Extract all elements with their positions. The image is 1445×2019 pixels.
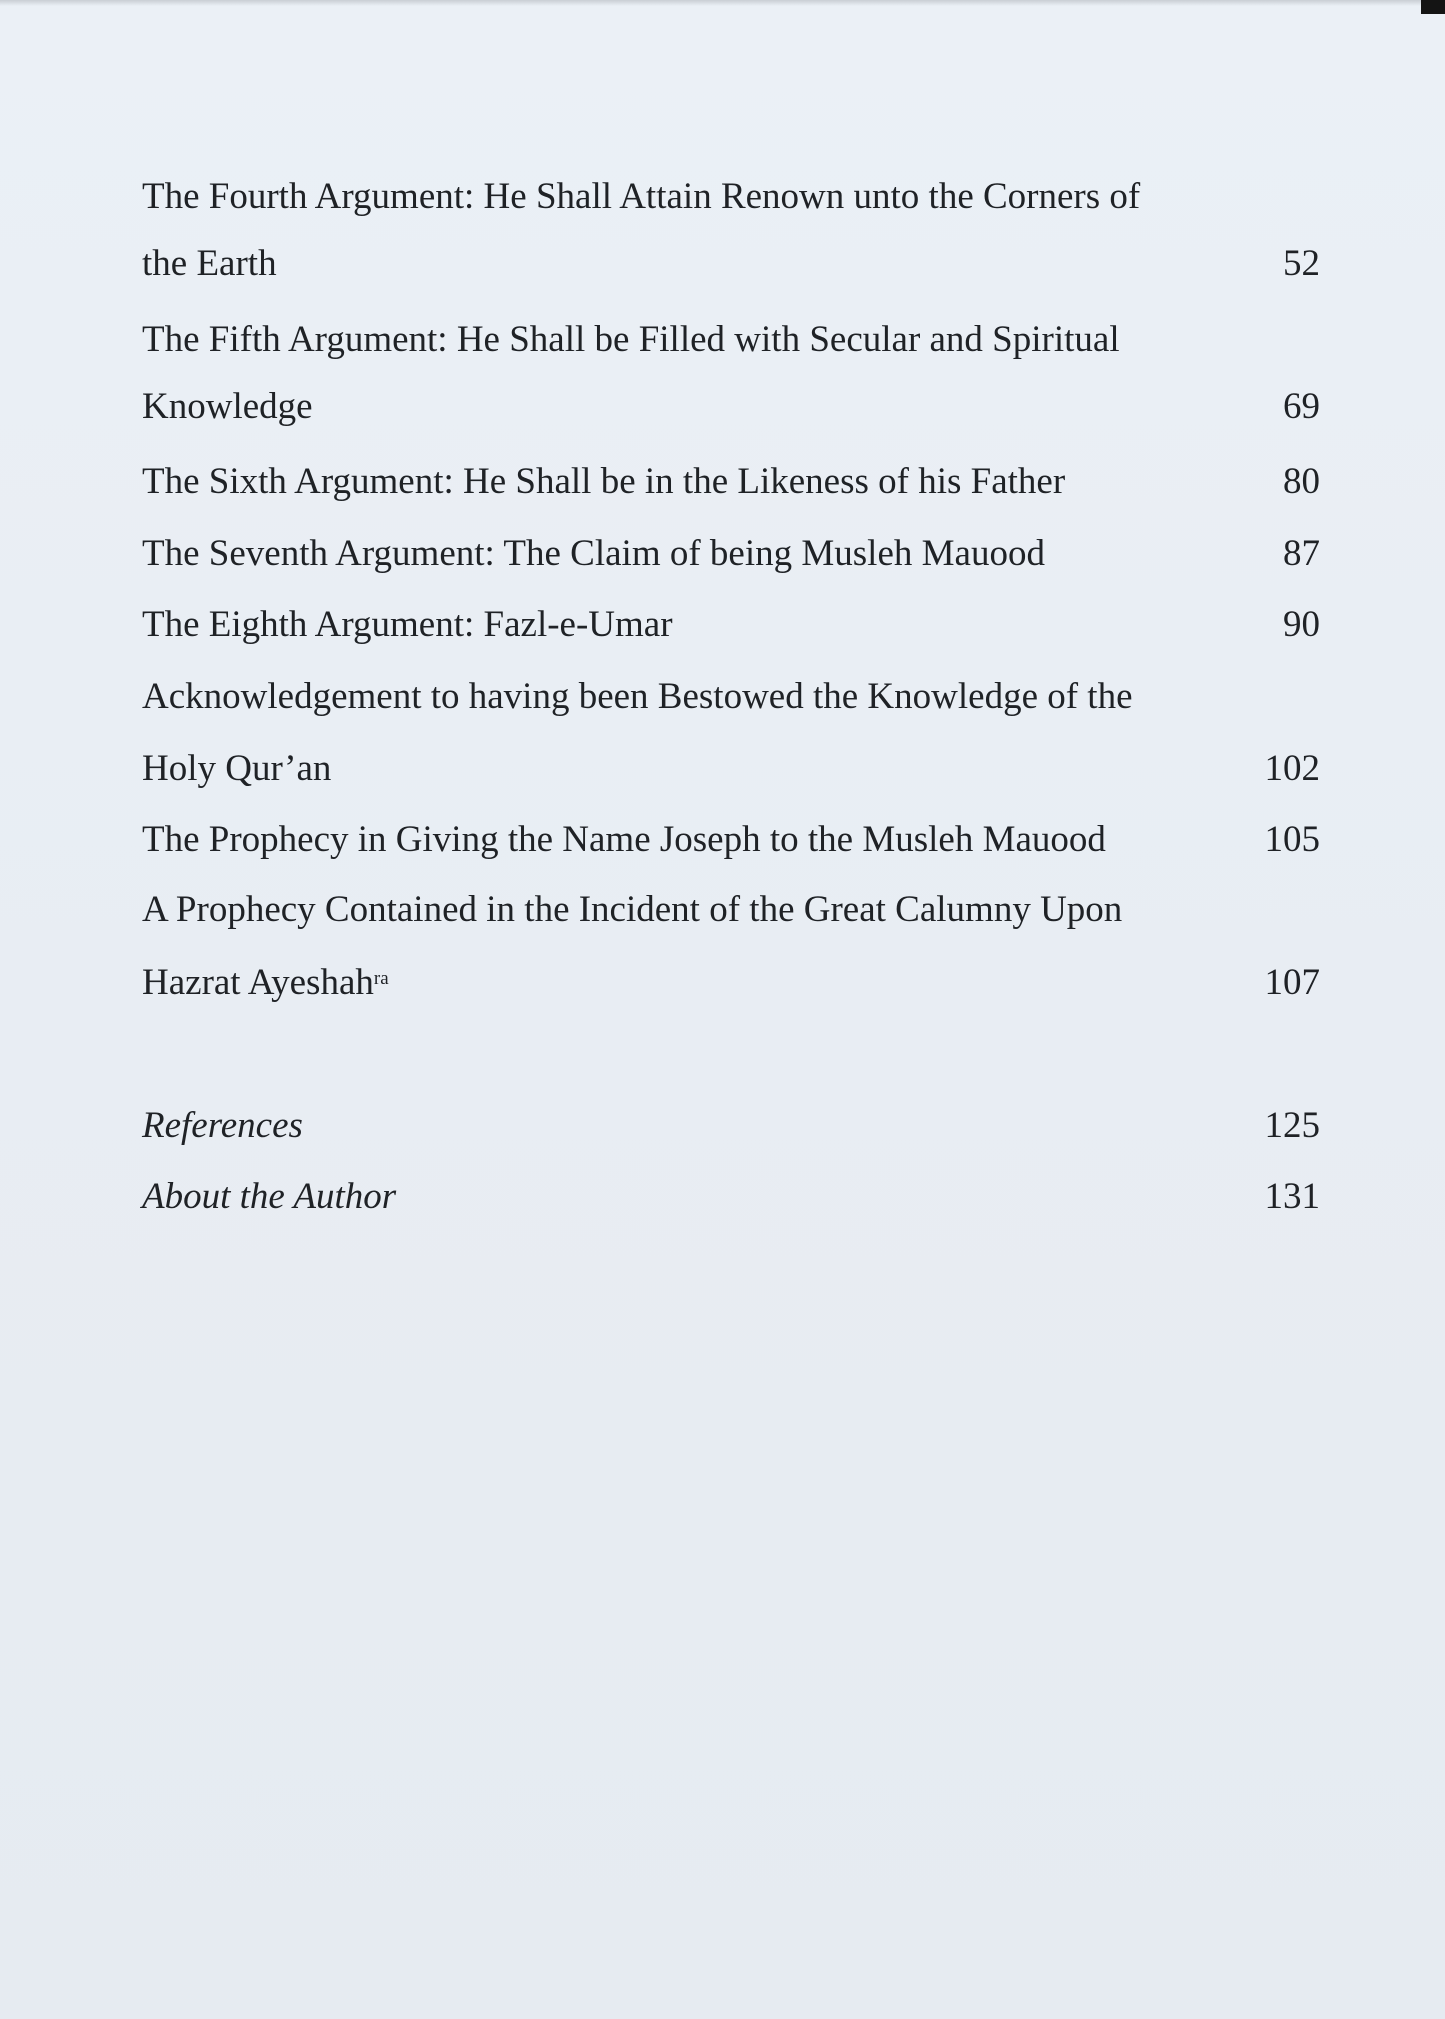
toc-entry-title: The Seventh Argument: The Claim of being Musleh Mauood (142, 533, 1045, 574)
toc-entry-title: About the Author (142, 1176, 397, 1217)
honorific-superscript: ra (373, 968, 389, 989)
toc-entry-title: The Fourth Argument: He Shall Attain Renown unto the Corners of (142, 176, 1141, 217)
toc-entry-title-continued (142, 961, 389, 1005)
toc-page-number: 69 (1283, 386, 1320, 427)
toc-page-number: 80 (1283, 461, 1320, 502)
toc-entry-title-continued: the Earth (142, 243, 277, 284)
toc-entry-name: Hazrat Ayeshah (142, 962, 374, 1003)
toc-entry-title: The Prophecy in Giving the Name Joseph to the Musleh Mauood (142, 819, 1106, 860)
toc-page-number: 102 (1264, 748, 1320, 789)
toc-page-number: 125 (1264, 1105, 1320, 1146)
toc-page-number: 52 (1283, 243, 1320, 284)
toc-entry-title: The Eighth Argument: Fazl-e-Umar (142, 604, 673, 645)
toc-page-number: 105 (1264, 819, 1320, 860)
toc-entry-title: Acknowledgement to having been Bestowed the Knowledge of the (142, 676, 1133, 717)
scan-corner (1421, 0, 1445, 14)
toc-entry-title-continued: Holy Qur’an (142, 748, 332, 789)
toc-entry-title: The Fifth Argument: He Shall be Filled with Secular and Spiritual (142, 319, 1120, 360)
toc-page-number: 107 (1264, 962, 1320, 1003)
toc-page-number: 131 (1264, 1176, 1320, 1217)
toc-entry-title-continued: Knowledge (142, 386, 313, 427)
toc-page-number: 90 (1283, 604, 1320, 645)
toc-entry-title: References (142, 1105, 303, 1146)
toc-entry-title: The Sixth Argument: He Shall be in the Likeness of his Father (142, 461, 1066, 502)
page-top-edge (0, 0, 1445, 6)
toc-page-number: 87 (1283, 533, 1320, 574)
toc-entry-title: A Prophecy Contained in the Incident of the Great Calumny Upon (142, 889, 1123, 930)
